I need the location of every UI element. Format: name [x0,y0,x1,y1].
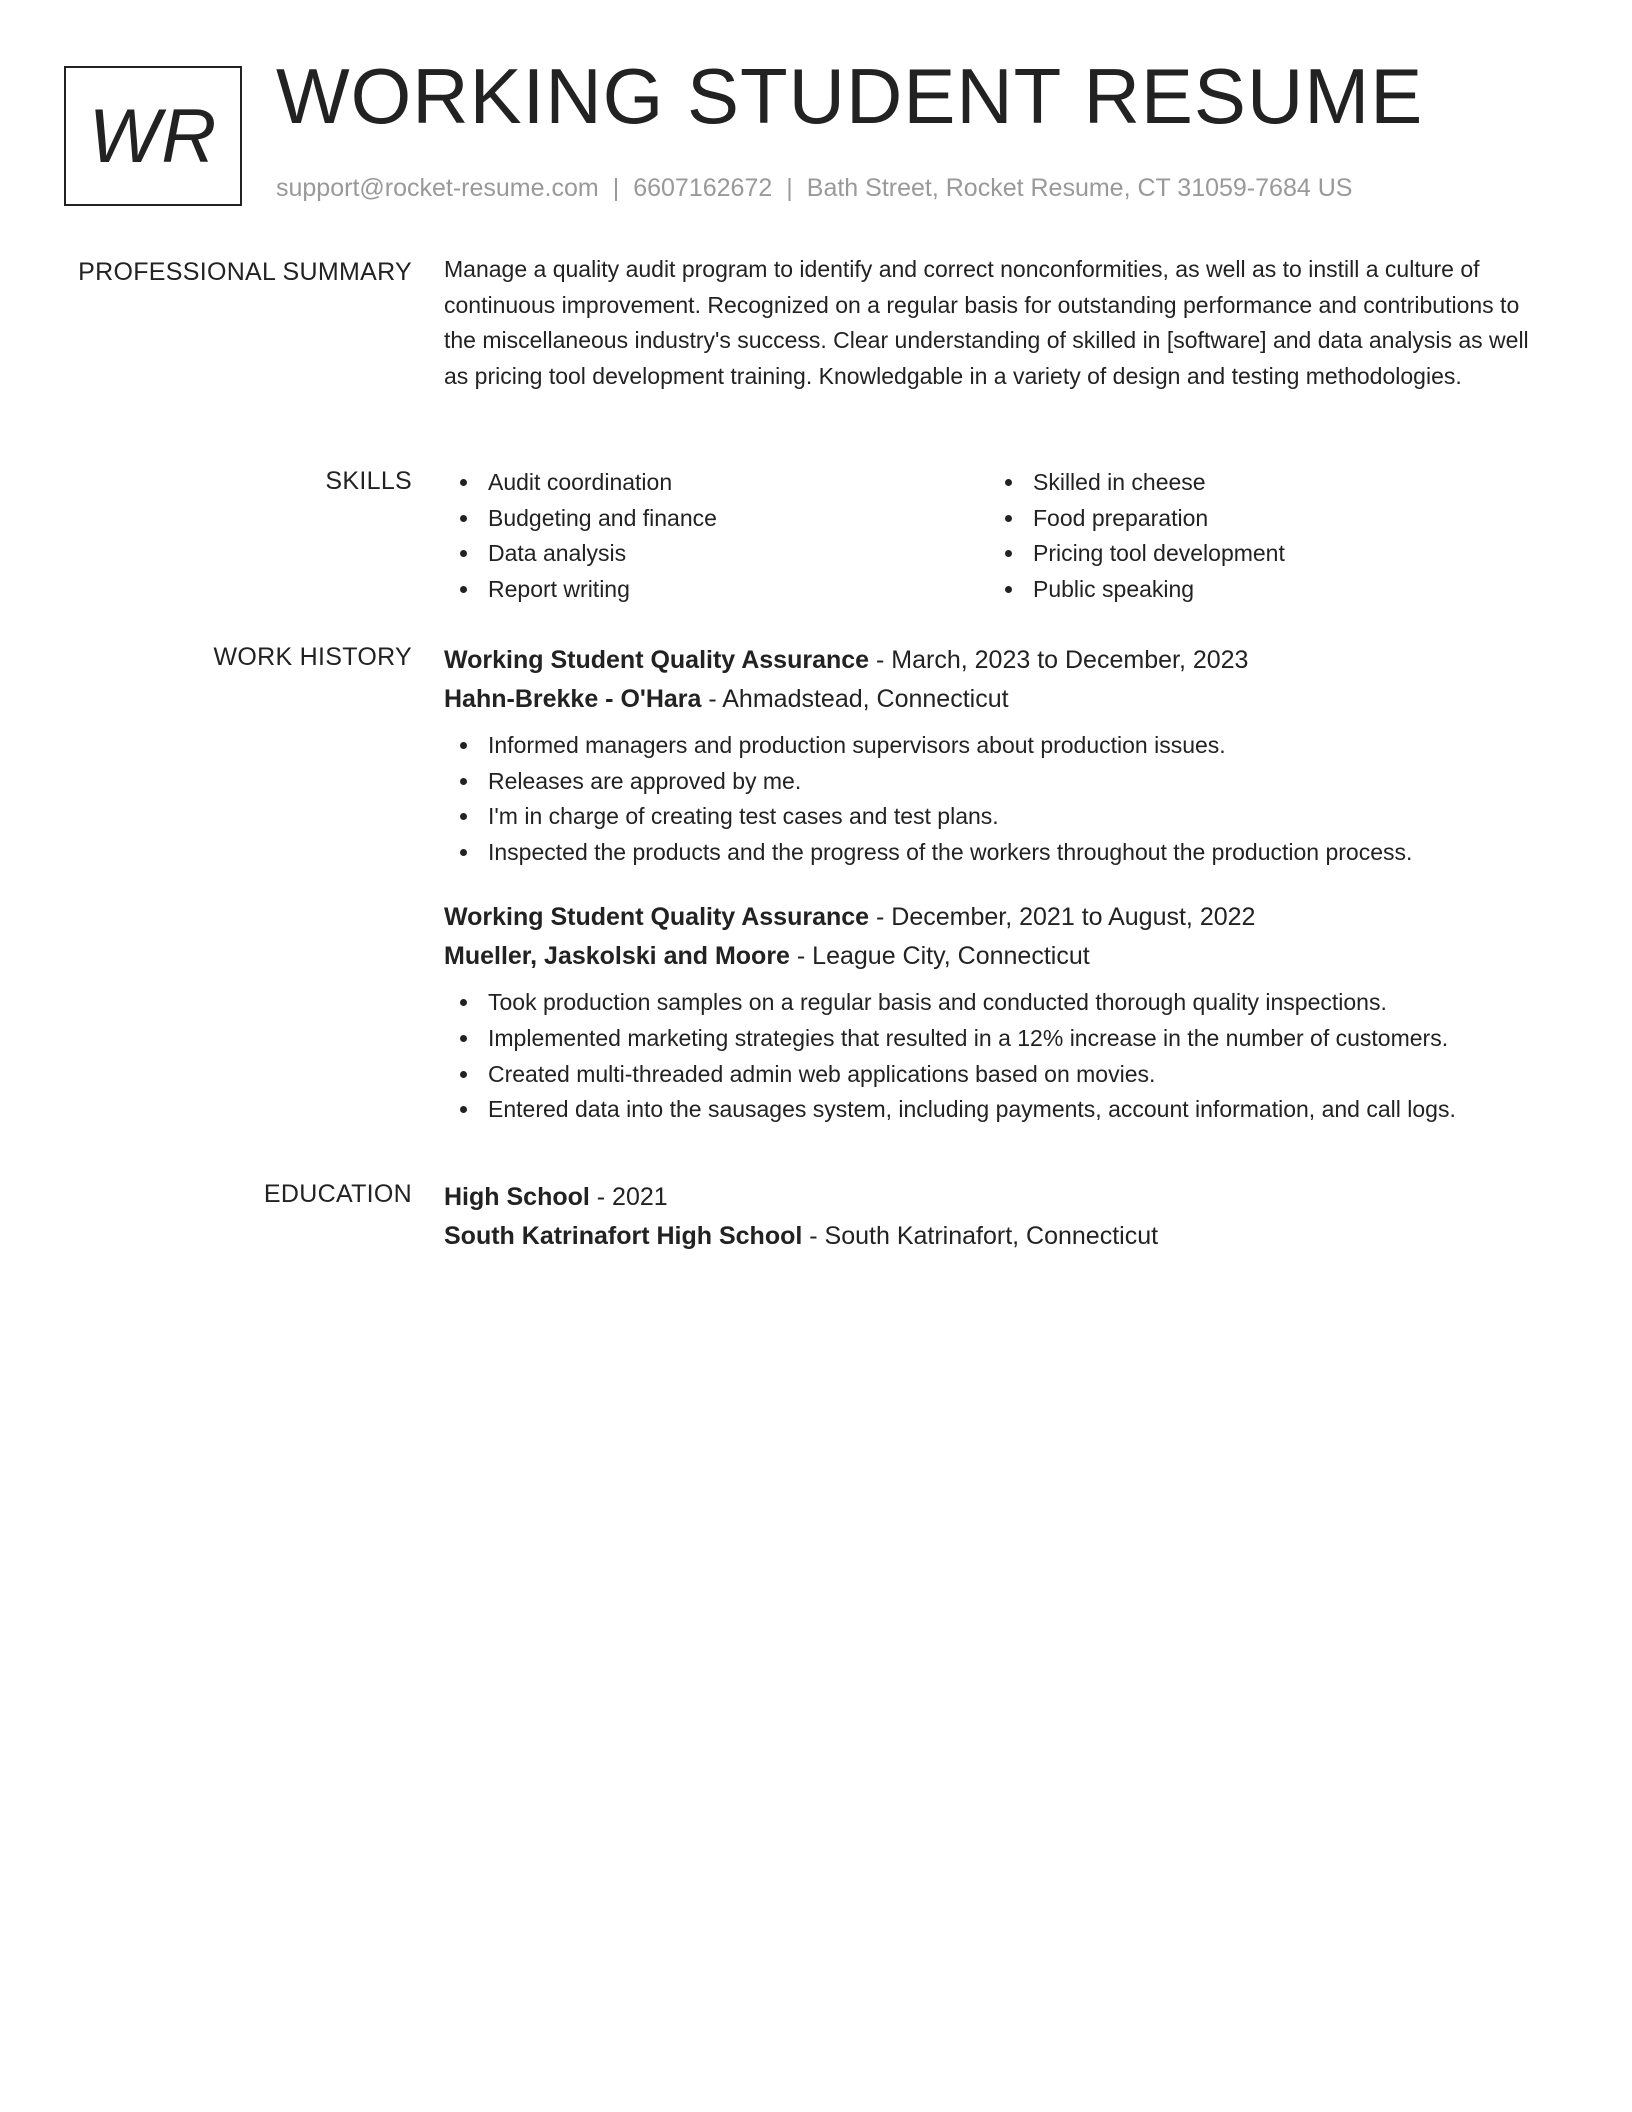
job-bullet [444,764,1544,800]
skill-item [444,536,989,572]
monogram-box [64,66,242,206]
job-bullet-text: I'm in charge of creating test cases and test plans. [488,803,999,830]
work-history-body [444,643,1544,1128]
job-company-line [444,939,1544,973]
contact-email: support@rocket-resume.com [276,174,599,202]
skill-item-text: Budgeting and finance [488,504,717,531]
skill-item-text: Data analysis [488,540,627,567]
skill-item-text: Pricing tool development [1033,540,1285,567]
job-bullet [444,1092,1544,1128]
education-school: South Katrinafort High School [444,1222,803,1250]
summary-text: Manage a quality audit program to identify and correct nonconformities, as well as to instill a culture of continuous improvement. Recognized on a regular basis for outstanding performance and contributions to the miscellaneous industry's success. Clear understanding of skilled in [software] and data analysis as well as pricing tool development training. Knowledgable in a variety of design and testing methodologies. [444,256,1529,389]
job-company-line [444,682,1544,716]
job-title-line [444,643,1544,677]
job-location: - League City, Connecticut [789,942,1090,971]
job-dates: - December, 2021 to August, 2022 [869,903,1256,932]
bullet-icon [460,1106,467,1113]
job-bullet-text: Implemented marketing strategies that resulted in a 12% increase in the number of customers. [488,1024,1449,1051]
skill-item [444,501,989,537]
job-company: Mueller, Jaskolski and Moore [444,942,790,971]
education-body [444,1180,1544,1253]
skills-body [444,467,1544,607]
contact-separator: | [786,174,793,202]
bullet-icon [460,1035,467,1042]
job-bullet [444,1021,1544,1057]
bullet-icon [1005,515,1012,522]
summary-body [444,258,1544,394]
skill-item [989,572,1285,608]
bullet-icon [1005,479,1012,486]
job-bullet-list [444,985,1544,1127]
job-title-line [444,900,1544,934]
bullet-icon [460,479,467,486]
job-dates: - March, 2023 to December, 2023 [869,646,1249,674]
summary-heading: PROFESSIONAL SUMMARY [78,258,412,286]
job-company: Hahn-Brekke - O'Hara [444,685,702,713]
job-title: Working Student Quality Assurance [444,646,870,674]
skill-item-text: Audit coordination [488,469,673,495]
bullet-icon [1005,586,1012,593]
bullet-icon [1005,550,1012,557]
bullet-icon [460,778,467,785]
job-bullet-text: Inspected the products and the progress of the workers throughout the production process. [488,838,1413,865]
bullet-icon [460,1071,467,1078]
job-bullet-text: Informed managers and production supervisors about production issues. [488,732,1226,758]
job-bullet [444,728,1544,764]
education-year: - 2021 [589,1183,668,1211]
bullet-icon [460,586,467,593]
bullet-icon [460,742,467,749]
skill-item [989,465,1285,501]
job-entry [444,643,1544,870]
job-bullet-text: Took production samples on a regular basis and conducted thorough quality inspections. [488,989,1387,1016]
skill-item-text: Public speaking [1033,575,1195,602]
skill-item-text: Report writing [488,575,630,602]
skill-item [444,465,989,501]
job-title: Working Student Quality Assurance [444,903,870,932]
skills-columns [444,465,1544,607]
skill-item-text: Skilled in cheese [1033,469,1206,495]
education-heading: EDUCATION [263,1180,412,1208]
monogram-initials: WR [88,93,218,179]
bullet-icon [460,999,467,1006]
education-location: - South Katrinafort, Connecticut [802,1222,1159,1250]
education-school-line [444,1219,1544,1253]
education-degree: High School [444,1183,590,1211]
work-history-heading: WORK HISTORY [213,643,412,671]
job-bullet [444,799,1544,835]
bullet-icon [460,813,467,820]
job-location: - Ahmadstead, Connecticut [701,685,1009,713]
job-bullet-text: Created multi-threaded admin web applications based on movies. [488,1060,1156,1087]
skill-item [989,501,1285,537]
education-degree-line [444,1180,1544,1214]
job-bullet [444,985,1544,1021]
skill-item-text: Food preparation [1033,504,1209,531]
bullet-icon [460,550,467,557]
skill-item [989,536,1285,572]
job-bullet-text: Releases are approved by me. [488,767,802,794]
contact-line [276,174,1352,203]
job-bullet [444,835,1544,871]
skills-list-left [444,465,989,607]
skill-item [444,572,989,608]
bullet-icon [460,515,467,522]
job-entry [444,900,1544,1127]
job-bullet-list [444,728,1544,870]
bullet-icon [460,849,467,856]
contact-phone: 6607162672 [633,174,773,202]
contact-address: Bath Street, Rocket Resume, CT 31059-7684 US [806,174,1353,202]
contact-separator: | [612,174,620,202]
job-bullet [444,1057,1544,1093]
resume-title: WORKING STUDENT RESUME [276,52,1424,140]
skills-list-right [989,465,1285,607]
job-bullet-text: Entered data into the sausages system, including payments, account information, and call logs. [488,1096,1456,1123]
skills-heading: SKILLS [325,467,412,495]
